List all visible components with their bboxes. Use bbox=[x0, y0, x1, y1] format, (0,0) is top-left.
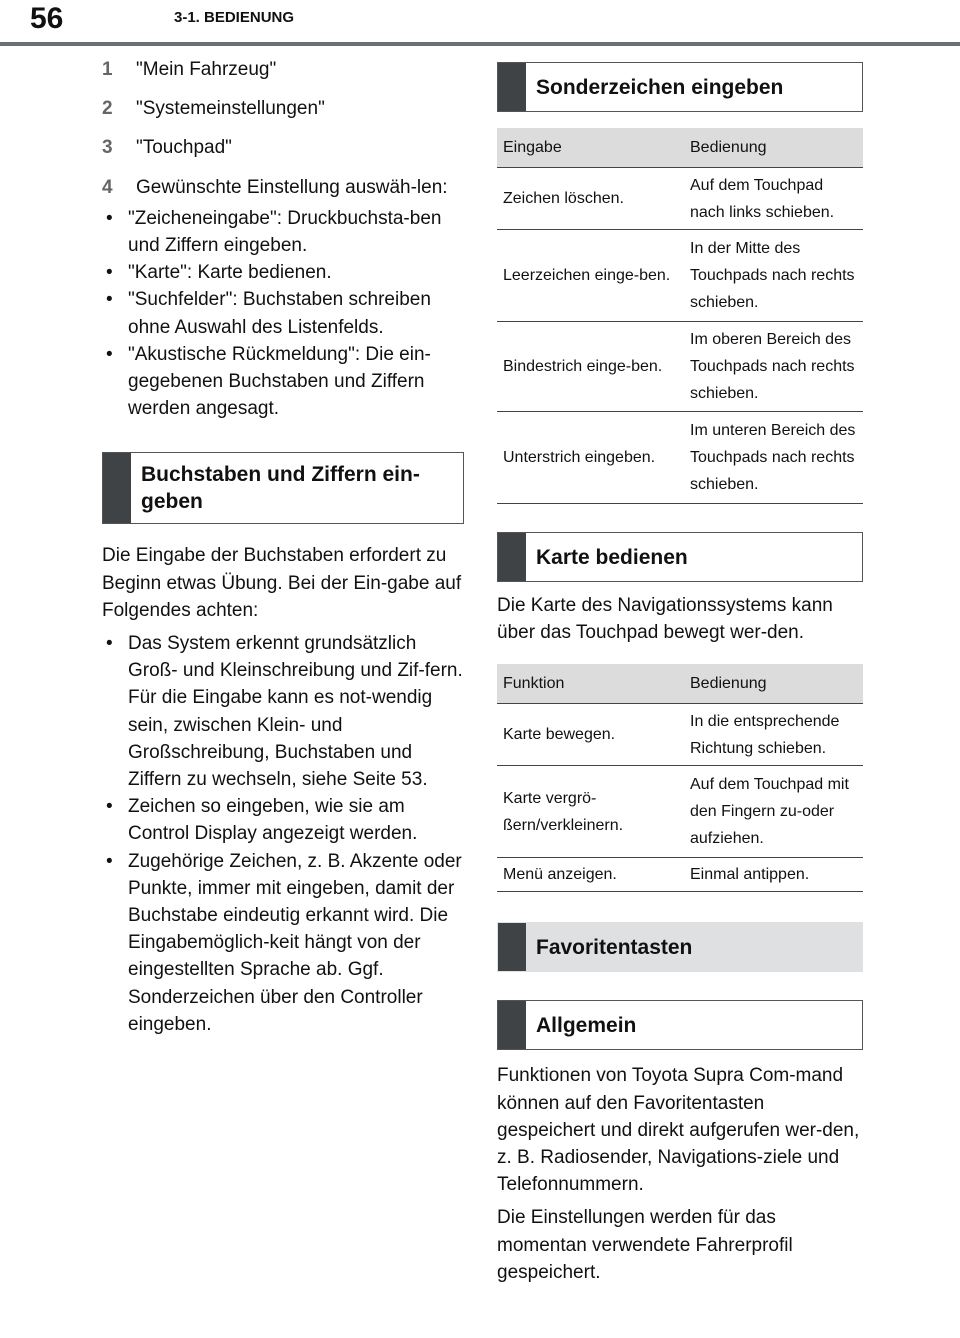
step-number: 1 bbox=[102, 59, 113, 80]
map-intro-paragraph: Die Karte des Navigationssystems kann über das Touchpad bewegt wer-den. bbox=[497, 595, 833, 644]
section-heading-text: Buchstaben und Ziffern ein-geben bbox=[141, 463, 420, 514]
step-number: 3 bbox=[102, 137, 113, 159]
table-header-cell: Funktion bbox=[497, 664, 684, 704]
table-cell: Im oberen Bereich des Touchpads nach rechts schieben. bbox=[684, 322, 863, 412]
general-paragraph: Funktionen von Toyota Supra Com-mand können auf den Favoritentasten gespeichert und direkt aufgerufen wer-den, z. B. Radiosender, Navigations-ziele und Telefonnummern. bbox=[497, 1065, 860, 1196]
step-text: "Systemeinstellungen" bbox=[136, 98, 325, 120]
table-cell: Bindestrich einge-ben. bbox=[497, 322, 684, 412]
section-heading-text: Sonderzeichen eingeben bbox=[536, 75, 784, 99]
step-text: "Touchpad" bbox=[136, 137, 232, 159]
right-column bbox=[497, 56, 863, 1292]
list-item: • Zugehörige Zeichen, z. B. Akzente oder Punkte, immer mit eingeben, damit der Buchstabe eindeutig erkannt wird. Die Eingabemöglich-keit hängt von der eingestellten Sprache ab. Ggf. Sonderzeichen über den Controller eingeben. bbox=[102, 848, 464, 1038]
special-chars-table bbox=[497, 128, 863, 504]
table-row bbox=[497, 322, 863, 412]
table-row bbox=[497, 858, 863, 892]
table-header-cell: Eingabe bbox=[497, 128, 684, 168]
intro-paragraph: Die Eingabe der Buchstaben erfordert zu Beginn etwas Übung. Bei der Ein-gabe auf Folgendes achten: bbox=[102, 545, 462, 621]
list-item: • "Akustische Rückmeldung": Die ein-gegebenen Buchstaben und Ziffern werden angesagt. bbox=[102, 341, 464, 423]
settings-list bbox=[102, 205, 464, 423]
section-heading-text: Favoritentasten bbox=[536, 935, 693, 959]
table-header-row bbox=[497, 128, 863, 168]
step-item bbox=[102, 56, 464, 83]
table-cell: Karte vergrö-ßern/verkleinern. bbox=[497, 766, 684, 858]
table-cell: Einmal antippen. bbox=[684, 858, 863, 892]
section-heading-special-chars bbox=[497, 62, 863, 112]
table-cell: Auf dem Touchpad mit den Fingern zu-oder aufziehen. bbox=[684, 766, 863, 858]
table-header-cell: Bedienung bbox=[684, 664, 863, 704]
list-item: • "Karte": Karte bedienen. bbox=[102, 259, 464, 286]
section-heading-letters-digits bbox=[102, 452, 464, 524]
table-header-row bbox=[497, 664, 863, 704]
list-item: • "Zeicheneingabe": Druckbuchsta-ben und Ziffern eingeben. bbox=[102, 205, 464, 259]
table-header-cell: Bedienung bbox=[684, 128, 863, 168]
table-cell: In die entsprechende Richtung schieben. bbox=[684, 704, 863, 766]
step-number: 2 bbox=[102, 98, 113, 120]
input-hints-list bbox=[102, 630, 464, 1038]
section-heading-general bbox=[497, 1000, 863, 1050]
step-item bbox=[102, 95, 464, 122]
section-heading-favorites bbox=[497, 922, 863, 972]
table-row bbox=[497, 766, 863, 858]
table-cell: Zeichen löschen. bbox=[497, 168, 684, 230]
step-number: 4 bbox=[102, 176, 113, 198]
section-heading-map bbox=[497, 532, 863, 582]
table-cell: Leerzeichen einge-ben. bbox=[497, 230, 684, 322]
header-divider bbox=[0, 42, 960, 46]
list-item: • "Suchfelder": Buchstaben schreiben ohne Auswahl des Listenfelds. bbox=[102, 286, 464, 340]
section-heading-text: Allgemein bbox=[536, 1013, 637, 1037]
page-header bbox=[0, 0, 960, 46]
step-item bbox=[102, 134, 464, 161]
page-number: 56 bbox=[30, 2, 64, 35]
table-cell: Menü anzeigen. bbox=[497, 858, 684, 892]
chapter-title: 3-1. BEDIENUNG bbox=[174, 9, 295, 26]
table-row bbox=[497, 230, 863, 322]
step-text: Gewünschte Einstellung auswäh-len: bbox=[136, 176, 448, 198]
table-cell: Karte bewegen. bbox=[497, 704, 684, 766]
table-cell: Im unteren Bereich des Touchpads nach rechts schieben. bbox=[684, 412, 863, 504]
map-controls-table bbox=[497, 664, 863, 892]
step-text: "Mein Fahrzeug" bbox=[136, 59, 277, 80]
section-heading-text: Karte bedienen bbox=[536, 545, 688, 569]
table-row bbox=[497, 412, 863, 504]
table-row bbox=[497, 704, 863, 766]
table-cell: In der Mitte des Touchpads nach rechts schieben. bbox=[684, 230, 863, 322]
general-paragraph: Die Einstellungen werden für das momentan verwendete Fahrerprofil gespeichert. bbox=[497, 1207, 793, 1283]
table-row bbox=[497, 168, 863, 230]
list-item: • Das System erkennt grundsätzlich Groß- und Kleinschreibung und Zif-fern. Für die Eingabe kann es not-wendig sein, zwischen Klein- und Großschreibung, Buchstaben und Ziffern zu wechseln, siehe Seite 53. bbox=[102, 630, 464, 793]
table-cell: Auf dem Touchpad nach links schieben. bbox=[684, 168, 863, 230]
left-column bbox=[102, 56, 464, 1038]
table-cell: Unterstrich eingeben. bbox=[497, 412, 684, 504]
step-item bbox=[102, 174, 464, 201]
list-item: • Zeichen so eingeben, wie sie am Control Display angezeigt werden. bbox=[102, 793, 464, 847]
